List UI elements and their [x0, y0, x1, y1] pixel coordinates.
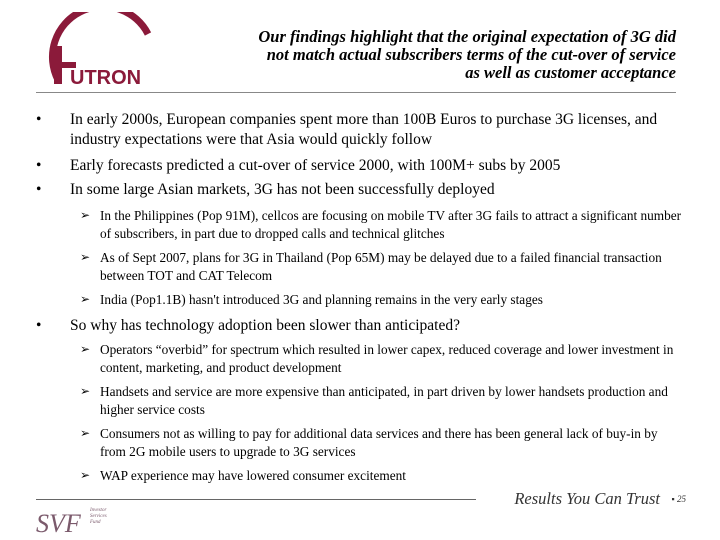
title-line: not match actual subscribers terms of the cut-over of service	[266, 45, 676, 64]
bullet-text: Early forecasts predicted a cut-over of service 2000, with 100M+ subs by 2005	[70, 157, 561, 174]
sub-bullet-text: Operators “overbid” for spectrum which resulted in lower capex, reduced coverage and lower investment in content, marketing, and product development	[100, 342, 674, 375]
arrow-bullet-icon: ➢	[80, 384, 91, 398]
bullet-item	[36, 180, 686, 200]
svf-logo-text: SVF	[36, 509, 81, 538]
sub-bullet-item	[80, 425, 686, 460]
bullet-item	[36, 110, 686, 149]
footer-divider	[36, 499, 476, 500]
sub-bullet-text: Handsets and service are more expensive than anticipated, in part driven by lower handsets production and higher service costs	[100, 384, 668, 417]
bullet-dot-icon: •	[36, 317, 42, 334]
sub-bullet-item	[80, 467, 686, 485]
arrow-bullet-icon: ➢	[80, 292, 91, 306]
futron-logo	[36, 12, 160, 92]
bullet-item	[36, 316, 686, 336]
sub-bullet-text: In the Philippines (Pop 91M), cellcos are focusing on mobile TV after 3G fails to attract a significant number of subscribers, in part due to dropped calls and technical glitches	[100, 208, 682, 241]
bullet-dot-icon: •	[36, 157, 42, 174]
svf-subtitle-line: Services	[90, 514, 107, 519]
page-number-value: 25	[677, 494, 686, 504]
arrow-bullet-icon: ➢	[80, 342, 91, 356]
bullet-dot-icon: •	[36, 181, 42, 198]
sub-bullet-item	[80, 383, 686, 418]
arrow-bullet-icon: ➢	[80, 426, 91, 440]
sub-bullet-item	[80, 207, 686, 242]
sub-bullet-text: Consumers not as willing to pay for additional data services and there has been general lack of buy-in by from 2G mobile users to upgrade to 3G services	[100, 426, 658, 459]
svf-subtitle	[90, 508, 107, 526]
bullet-text: So why has technology adoption been slower than anticipated?	[70, 317, 460, 334]
logo-text: UTRON	[70, 67, 142, 89]
title-line: Our findings highlight that the original expectation of 3G did	[258, 27, 676, 46]
sub-bullet-text: As of Sept 2007, plans for 3G in Thailand (Pop 65M) may be delayed due to a failed financial transaction between TOT and CAT Telecom	[100, 250, 662, 283]
sub-bullet-text: WAP experience may have lowered consumer excitement	[100, 468, 406, 483]
svf-subtitle-line: Investor	[90, 508, 107, 513]
arrow-bullet-icon: ➢	[80, 468, 91, 482]
title-line: as well as customer acceptance	[465, 63, 676, 82]
sub-bullet-text: India (Pop1.1B) hasn't introduced 3G and planning remains in the very early stages	[100, 292, 543, 307]
bullet-text: In some large Asian markets, 3G has not been successfully deployed	[70, 181, 495, 198]
title-divider	[36, 92, 676, 93]
sub-bullet-item	[80, 249, 686, 284]
slide-title	[156, 28, 676, 82]
bullet-item	[36, 156, 686, 176]
arrow-bullet-icon: ➢	[80, 250, 91, 264]
sub-bullet-item	[80, 291, 686, 309]
sub-bullet-item	[80, 341, 686, 376]
bullet-text: In early 2000s, European companies spent more than 100B Euros to purchase 3G licenses, and industry expectations were that Asia would quickly follow	[70, 111, 658, 148]
bullet-dot-icon: •	[36, 111, 42, 128]
page-number: ▪ 25	[671, 494, 686, 504]
arrow-bullet-icon: ➢	[80, 208, 91, 222]
svf-subtitle-line: Fund	[90, 520, 101, 525]
footer-tagline: Results You Can Trust	[514, 489, 660, 508]
